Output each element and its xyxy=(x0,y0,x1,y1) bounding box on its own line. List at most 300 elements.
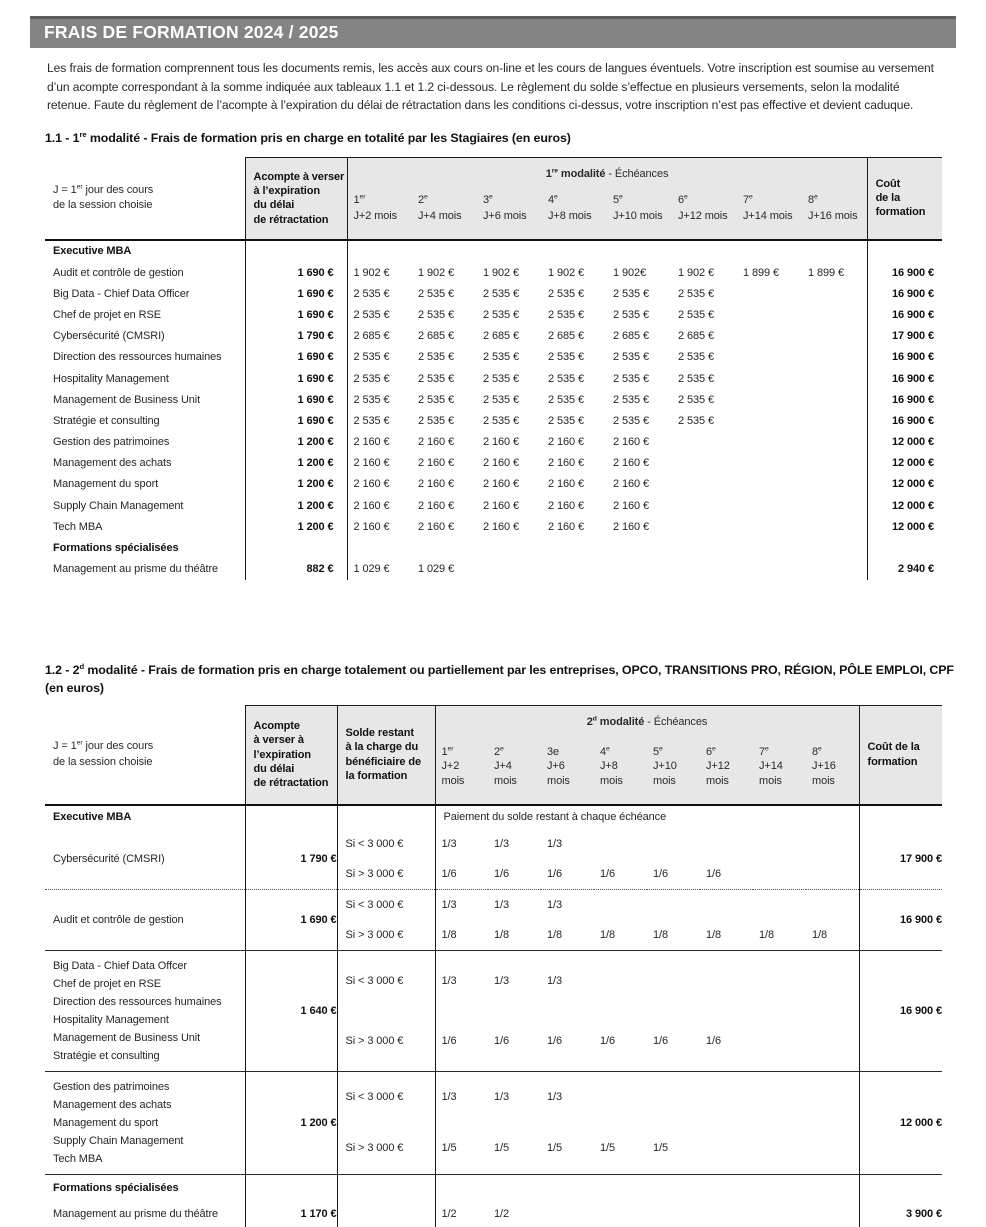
table-1-1 xyxy=(45,157,942,580)
fraction-cell xyxy=(806,1011,859,1072)
table-row xyxy=(45,889,942,920)
note-cell: Paiement du solde restant à chaque échéance xyxy=(443,811,667,824)
acompte-cell: 1 690 € xyxy=(245,368,347,389)
echeance-header: 7e J+14 mois xyxy=(737,186,802,240)
fraction-cell: 1/2 xyxy=(441,1207,457,1220)
program-line: Big Data - Chief Data Offcer xyxy=(53,959,187,972)
echeance-header: 6e J+12 mois xyxy=(700,734,753,805)
cout-cell: 17 900 € xyxy=(859,829,942,890)
fraction-cell: 1/8 xyxy=(759,928,774,941)
echeance-cell: 2 160 € xyxy=(483,436,520,449)
acompte-cell xyxy=(245,805,337,829)
cout-header: Coût de la formation xyxy=(867,157,942,240)
echeance-cell xyxy=(802,453,867,474)
fraction-cell: 1/3 xyxy=(435,950,488,1011)
echeance-cell xyxy=(412,537,477,558)
fraction-cell xyxy=(594,1071,647,1123)
fraction-cell: 1/3 xyxy=(488,889,541,920)
table-row xyxy=(45,1071,942,1123)
echeance-cell: 2 685 € xyxy=(548,330,585,343)
echeance-cell xyxy=(672,516,737,537)
echeance-header: 7e J+14 mois xyxy=(753,734,806,805)
echeance-cell: 2 535 € xyxy=(678,308,715,321)
acompte-cell: 1 790 € xyxy=(245,829,337,890)
echeance-cell xyxy=(802,368,867,389)
table-row xyxy=(45,283,942,304)
section-1-1-heading xyxy=(45,130,956,148)
solde-cell xyxy=(337,805,435,829)
cout-cell: 16 900 € xyxy=(867,347,942,368)
fraction-cell xyxy=(753,1011,806,1072)
echeance-header: 1er J+2 mois xyxy=(435,734,488,805)
echeance-cell xyxy=(477,537,542,558)
program-line: Management du sport xyxy=(53,1116,159,1129)
fraction-cell: 1/6 xyxy=(494,867,509,880)
echeance-cell xyxy=(542,240,607,262)
echeance-cell: 2 535 € xyxy=(483,351,520,364)
fraction-cell xyxy=(806,859,859,890)
table-header-row xyxy=(45,705,942,734)
echeance-cell: 2 535 € xyxy=(483,308,520,321)
fraction-cell: 1/3 xyxy=(541,889,594,920)
fraction-cell xyxy=(753,1201,806,1227)
echeance-cell: 2 160 € xyxy=(353,457,390,470)
program-line: Stratégie et consulting xyxy=(53,1049,160,1062)
document-page xyxy=(0,16,986,1220)
program-cell: Management au prisme du théâtre xyxy=(45,559,245,580)
fraction-cell: 1/8 xyxy=(547,928,562,941)
echeance-cell: 2 160 € xyxy=(418,436,455,449)
cout-cell: 12 000 € xyxy=(859,1071,942,1174)
program-cell: Formations spécialisées xyxy=(45,537,245,558)
echeance-cell: 1 902 € xyxy=(678,266,715,279)
table-row xyxy=(45,304,942,325)
echeance-cell xyxy=(802,516,867,537)
fraction-cell: 1/5 xyxy=(441,1142,457,1155)
fraction-cell: 1/3 xyxy=(541,1071,594,1123)
echeance-cell: 2 160 € xyxy=(353,499,390,512)
fraction-cell: 1/6 xyxy=(706,867,721,880)
echeance-cell: 2 160 € xyxy=(418,478,455,491)
solde-header: Solde restant à la charge du bénéficiaire de la formation xyxy=(337,705,435,805)
acompte-cell: 1 200 € xyxy=(245,453,347,474)
echeance-cell xyxy=(802,240,867,262)
fraction-cell xyxy=(753,950,806,1011)
program-cell xyxy=(45,950,245,1071)
fraction-cell xyxy=(594,950,647,1011)
fraction-cell: 1/3 xyxy=(494,837,509,850)
fraction-cell: 1/3 xyxy=(488,1071,541,1123)
echeance-cell: 2 160 € xyxy=(353,436,390,449)
acompte-cell: 1 690 € xyxy=(245,304,347,325)
echeance-cell xyxy=(802,432,867,453)
echeance-header: 2e J+4 mois xyxy=(488,734,541,805)
fraction-cell xyxy=(753,829,806,859)
echeance-cell: 1 029 € xyxy=(353,563,390,576)
program-cell: Management des achats xyxy=(45,453,245,474)
heading-sup: re xyxy=(79,129,87,139)
program-cell: Gestion des patrimoines xyxy=(45,432,245,453)
cout-cell: 16 900 € xyxy=(867,283,942,304)
fraction-cell xyxy=(700,1071,753,1123)
program-cell: Formations spécialisées xyxy=(45,1174,245,1201)
echeance-cell xyxy=(737,283,802,304)
program-cell: Audit et contrôle de gestion xyxy=(45,262,245,283)
program-cell: Management de Business Unit xyxy=(45,389,245,410)
program-line: Direction des ressources humaines xyxy=(53,995,222,1008)
echeance-cell xyxy=(672,537,737,558)
program-line: Tech MBA xyxy=(53,1152,103,1165)
fraction-cell: 1/2 xyxy=(494,1207,509,1220)
acompte-cell: 1 690 € xyxy=(245,389,347,410)
acompte-cell: 1 690 € xyxy=(245,347,347,368)
echeance-cell: 2 685 € xyxy=(353,330,390,343)
heading-text: (en euros) xyxy=(45,680,104,695)
echeance-cell: 2 160 € xyxy=(418,499,455,512)
echeance-cell: 2 160 € xyxy=(548,436,585,449)
echeance-cell: 1 902 € xyxy=(548,266,585,279)
condition-cell: Si < 3 000 € xyxy=(337,1071,435,1123)
fraction-cell: 1/5 xyxy=(494,1142,509,1155)
echeance-cell: 1 899 € xyxy=(743,266,780,279)
echeance-cell xyxy=(737,474,802,495)
echeance-cell: 2 160 € xyxy=(483,499,520,512)
fraction-cell xyxy=(647,1201,700,1227)
cout-cell: 2 940 € xyxy=(867,559,942,580)
echeance-cell xyxy=(737,326,802,347)
fraction-cell xyxy=(753,859,806,890)
echeance-cell: 2 160 € xyxy=(483,457,520,470)
fraction-cell: 1/6 xyxy=(441,867,457,880)
echeance-cell xyxy=(412,240,477,262)
table-row xyxy=(45,950,942,1011)
echeance-cell: 2 535 € xyxy=(418,414,455,427)
echeance-cell: 2 535 € xyxy=(418,308,455,321)
acompte-header: Acompte à verser à l’expiration du délai de rétractation xyxy=(245,705,337,805)
program-cell: Executive MBA xyxy=(45,240,245,262)
table-row xyxy=(45,453,942,474)
condition-cell: Si > 3 000 € xyxy=(337,920,435,951)
echeance-cell xyxy=(737,516,802,537)
cout-cell: 12 000 € xyxy=(867,432,942,453)
echeance-cell: 2 535 € xyxy=(548,372,585,385)
table-row xyxy=(45,516,942,537)
echeance-cell xyxy=(477,240,542,262)
echeance-cell: 2 685 € xyxy=(678,330,715,343)
heading-text: modalité - Frais de formation pris en charge totalement ou partiellement par les entreprises, OPCO, TRANSITIONS PRO, RÉGION, PÔLE EMPLOI, CPF xyxy=(84,662,954,677)
cout-cell: 16 900 € xyxy=(867,410,942,431)
echeance-cell: 2 535 € xyxy=(548,393,585,406)
table-row xyxy=(45,389,942,410)
echeance-cell: 2 160 € xyxy=(353,478,390,491)
program-cell: Executive MBA xyxy=(45,805,245,829)
intro-paragraph: Les frais de formation comprennent tous les documents remis, les accès aux cours on-line et les cours de langues éventuels. Votre inscription est soumise au versement d’un acompte correspondant à la somme indiquée aux tableaux 1.1 et 1.2 ci-dessous. Le règlement du solde s’effectue en plusieurs versements, selon la modalité retenue. Faute du règlement de l’acompte à l’expiration du délai de rétractation dans les conditions ci-dessus, votre inscription n’est pas effective et devient caduque. xyxy=(47,61,934,113)
solde-cell xyxy=(337,1201,435,1227)
echeance-cell: 2 535 € xyxy=(678,287,715,300)
section-1-2-heading xyxy=(45,662,956,698)
program-cell: Management du sport xyxy=(45,474,245,495)
condition-cell: Si < 3 000 € xyxy=(337,829,435,859)
acompte-cell: 1 200 € xyxy=(245,432,347,453)
echeance-cell xyxy=(802,389,867,410)
acompte-cell: 1 690 € xyxy=(245,410,347,431)
echeance-cell: 2 535 € xyxy=(483,393,520,406)
echeance-cell xyxy=(672,474,737,495)
fraction-cell: 1/8 xyxy=(600,928,615,941)
echeance-cell: 2 535 € xyxy=(678,414,715,427)
echeance-header: 4e J+8 mois xyxy=(594,734,647,805)
fraction-cell: 1/3 xyxy=(441,837,457,850)
modalite-header: 1re modalité - Échéances xyxy=(347,157,867,186)
echeance-cell: 2 535 € xyxy=(353,414,390,427)
acompte-cell xyxy=(245,1174,337,1201)
fraction-cell: 1/6 xyxy=(706,1034,721,1047)
cout-cell: 16 900 € xyxy=(867,304,942,325)
echeance-cell: 2 535 € xyxy=(483,287,520,300)
fraction-cell xyxy=(806,829,859,859)
modalite-header: 2$^d$ modalité - Échéances xyxy=(435,705,859,734)
condition-cell: Si > 3 000 € xyxy=(337,859,435,890)
echeance-cell xyxy=(737,389,802,410)
fraction-cell xyxy=(700,1201,753,1227)
fraction-cell xyxy=(700,950,753,1011)
cout-cell: 16 900 € xyxy=(859,950,942,1071)
echeance-cell: 2 160 € xyxy=(548,499,585,512)
fraction-cell xyxy=(647,829,700,859)
echeance-cell xyxy=(802,304,867,325)
echeance-cell xyxy=(737,368,802,389)
echeance-cell: 2 685 € xyxy=(418,330,455,343)
echeance-cell xyxy=(542,537,607,558)
fraction-cell: 1/8 xyxy=(706,928,721,941)
table-row xyxy=(45,368,942,389)
echeance-cell: 2 160 € xyxy=(613,478,650,491)
fraction-cell xyxy=(806,889,859,920)
echeance-header: 4e J+8 mois xyxy=(542,186,607,240)
program-line: Audit et contrôle de gestion xyxy=(53,913,184,926)
echeance-cell xyxy=(802,559,867,580)
echeance-cell: 2 160 € xyxy=(548,520,585,533)
fraction-cell: 1/8 xyxy=(653,928,668,941)
fraction-cell: 1/5 xyxy=(600,1142,615,1155)
program-cell: Stratégie et consulting xyxy=(45,410,245,431)
echeance-header: 5e J+10 mois xyxy=(607,186,672,240)
section-row xyxy=(45,240,942,262)
table-row xyxy=(45,262,942,283)
echeance-cell: 2 160 € xyxy=(483,520,520,533)
section-row xyxy=(45,537,942,558)
program-cell: Cybersécurité (CMSRI) xyxy=(45,326,245,347)
echeance-cell xyxy=(672,453,737,474)
acompte-cell: 1 200 € xyxy=(245,1071,337,1174)
cout-cell xyxy=(867,537,942,558)
echeance-cell: 2 535 € xyxy=(678,393,715,406)
fraction-cell xyxy=(541,1201,594,1227)
program-line: Chef de projet en RSE xyxy=(53,977,161,990)
cout-cell: 16 900 € xyxy=(867,262,942,283)
echeance-cell xyxy=(737,304,802,325)
program-cell: Supply Chain Management xyxy=(45,495,245,516)
program-cell xyxy=(45,889,245,950)
fraction-cell: 1/3 xyxy=(435,889,488,920)
echeance-cell xyxy=(802,474,867,495)
echeance-cell xyxy=(672,559,737,580)
echeance-cell xyxy=(737,432,802,453)
table-row xyxy=(45,326,942,347)
echeance-header: 5e J+10 mois xyxy=(647,734,700,805)
acompte-cell: 1 200 € xyxy=(245,516,347,537)
fraction-cell: 1/5 xyxy=(653,1142,668,1155)
echeance-cell: 1 902 € xyxy=(483,266,520,279)
condition-cell: Si > 3 000 € xyxy=(337,1123,435,1175)
echeance-cell: 1 029 € xyxy=(418,563,455,576)
echeance-cell: 2 535 € xyxy=(418,351,455,364)
echeance-cell: 2 535 € xyxy=(613,287,650,300)
fraction-cell xyxy=(594,829,647,859)
fraction-cell xyxy=(594,889,647,920)
echeance-header: 6e J+12 mois xyxy=(672,186,737,240)
fraction-cell xyxy=(647,1071,700,1123)
echeance-cell: 2 160 € xyxy=(418,520,455,533)
fraction-cell: 1/8 xyxy=(494,928,509,941)
acompte-cell: 882 € xyxy=(245,559,347,580)
fraction-cell xyxy=(753,889,806,920)
corner-header: J = 1er jour des cours de la session choisie xyxy=(45,157,245,240)
program-cell: Management au prisme du théâtre xyxy=(45,1201,245,1227)
echeance-cell: 1 902€ xyxy=(613,266,647,279)
program-cell: Big Data - Chief Data Officer xyxy=(45,283,245,304)
table-row xyxy=(45,432,942,453)
echeance-cell: 2 535 € xyxy=(613,414,650,427)
empty-cell xyxy=(435,1174,859,1201)
section-row xyxy=(45,1174,942,1201)
condition-cell: Si < 3 000 € xyxy=(337,950,435,1011)
echeance-header: 3e J+6 mois xyxy=(477,186,542,240)
program-cell xyxy=(45,1071,245,1174)
program-line: Hospitality Management xyxy=(53,1013,169,1026)
echeance-cell: 2 160 € xyxy=(613,520,650,533)
echeance-cell xyxy=(802,347,867,368)
echeance-cell xyxy=(607,559,672,580)
fraction-cell xyxy=(700,1123,753,1175)
heading-text: modalité - Frais de formation pris en charge en totalité par les Stagiaires (en euros) xyxy=(86,130,571,145)
echeance-cell xyxy=(802,410,867,431)
echeance-cell xyxy=(477,559,542,580)
cout-cell xyxy=(859,805,942,829)
echeance-cell: 2 535 € xyxy=(418,287,455,300)
echeance-cell: 2 535 € xyxy=(353,287,390,300)
heading-sup: d xyxy=(79,661,85,671)
fraction-cell: 1/6 xyxy=(600,1034,615,1047)
program-cell: Direction des ressources humaines xyxy=(45,347,245,368)
table-row xyxy=(45,410,942,431)
fraction-cell xyxy=(700,829,753,859)
cout-cell xyxy=(867,240,942,262)
program-cell: Tech MBA xyxy=(45,516,245,537)
table-row xyxy=(45,474,942,495)
acompte-cell: 1 640 € xyxy=(245,950,337,1071)
acompte-cell: 1 690 € xyxy=(245,283,347,304)
section-row xyxy=(45,805,942,829)
fraction-cell: 1/6 xyxy=(600,867,615,880)
echeance-cell xyxy=(802,283,867,304)
echeance-cell: 2 535 € xyxy=(678,351,715,364)
echeance-cell xyxy=(802,495,867,516)
echeance-cell: 2 535 € xyxy=(418,372,455,385)
echeance-cell xyxy=(672,240,737,262)
echeance-cell: 2 535 € xyxy=(613,393,650,406)
fraction-cell xyxy=(806,950,859,1011)
echeance-cell xyxy=(672,495,737,516)
echeance-cell xyxy=(737,559,802,580)
acompte-cell: 1 200 € xyxy=(245,474,347,495)
fraction-cell: 1/5 xyxy=(547,1142,562,1155)
table-1-2 xyxy=(45,705,942,1227)
table-row xyxy=(45,495,942,516)
echeance-cell: 2 535 € xyxy=(483,414,520,427)
echeance-cell: 2 535 € xyxy=(548,308,585,321)
echeance-cell xyxy=(347,537,412,558)
page-title: FRAIS DE FORMATION 2024 / 2025 xyxy=(30,16,956,48)
fraction-cell: 1/3 xyxy=(547,837,562,850)
echeance-cell: 2 160 € xyxy=(548,457,585,470)
echeance-cell: 2 535 € xyxy=(678,372,715,385)
fraction-cell xyxy=(594,1201,647,1227)
fraction-cell: 1/8 xyxy=(812,928,827,941)
echeance-cell xyxy=(737,495,802,516)
echeance-cell xyxy=(737,240,802,262)
echeance-cell: 2 535 € xyxy=(353,308,390,321)
acompte-cell xyxy=(245,240,347,262)
program-line: Gestion des patrimoines xyxy=(53,1080,170,1093)
acompte-cell: 1 170 € xyxy=(245,1201,337,1227)
fraction-cell: 1/3 xyxy=(541,950,594,1011)
echeance-cell xyxy=(607,537,672,558)
program-cell xyxy=(45,829,245,890)
table-row xyxy=(45,829,942,859)
echeance-cell: 2 160 € xyxy=(613,499,650,512)
fraction-cell: 1/6 xyxy=(547,1034,562,1047)
fraction-cell: 1/6 xyxy=(547,867,562,880)
echeance-cell xyxy=(737,410,802,431)
echeance-cell: 2 160 € xyxy=(418,457,455,470)
echeance-cell: 1 902 € xyxy=(353,266,390,279)
echeance-cell: 2 535 € xyxy=(353,393,390,406)
fraction-cell xyxy=(700,889,753,920)
table-header-row xyxy=(45,157,942,186)
fraction-cell: 1/6 xyxy=(441,1034,457,1047)
echeance-cell: 2 160 € xyxy=(483,478,520,491)
echeance-cell: 2 535 € xyxy=(613,372,650,385)
fraction-cell xyxy=(753,1123,806,1175)
echeance-cell xyxy=(737,453,802,474)
echeance-cell: 2 685 € xyxy=(483,330,520,343)
echeance-cell: 2 535 € xyxy=(483,372,520,385)
heading-text: 1.2 - 2 xyxy=(45,662,80,677)
echeance-cell: 2 535 € xyxy=(548,414,585,427)
echeance-cell: 2 535 € xyxy=(353,351,390,364)
echeance-cell: 2 160 € xyxy=(548,478,585,491)
echeance-header: 8e J+16 mois xyxy=(802,186,867,240)
table-row xyxy=(45,559,942,580)
program-line: Management des achats xyxy=(53,1098,172,1111)
acompte-cell xyxy=(245,537,347,558)
cout-cell: 12 000 € xyxy=(867,516,942,537)
program-line: Management de Business Unit xyxy=(53,1031,201,1044)
echeance-cell: 2 535 € xyxy=(418,393,455,406)
condition-cell: Si > 3 000 € xyxy=(337,1011,435,1072)
cout-cell: 12 000 € xyxy=(867,474,942,495)
